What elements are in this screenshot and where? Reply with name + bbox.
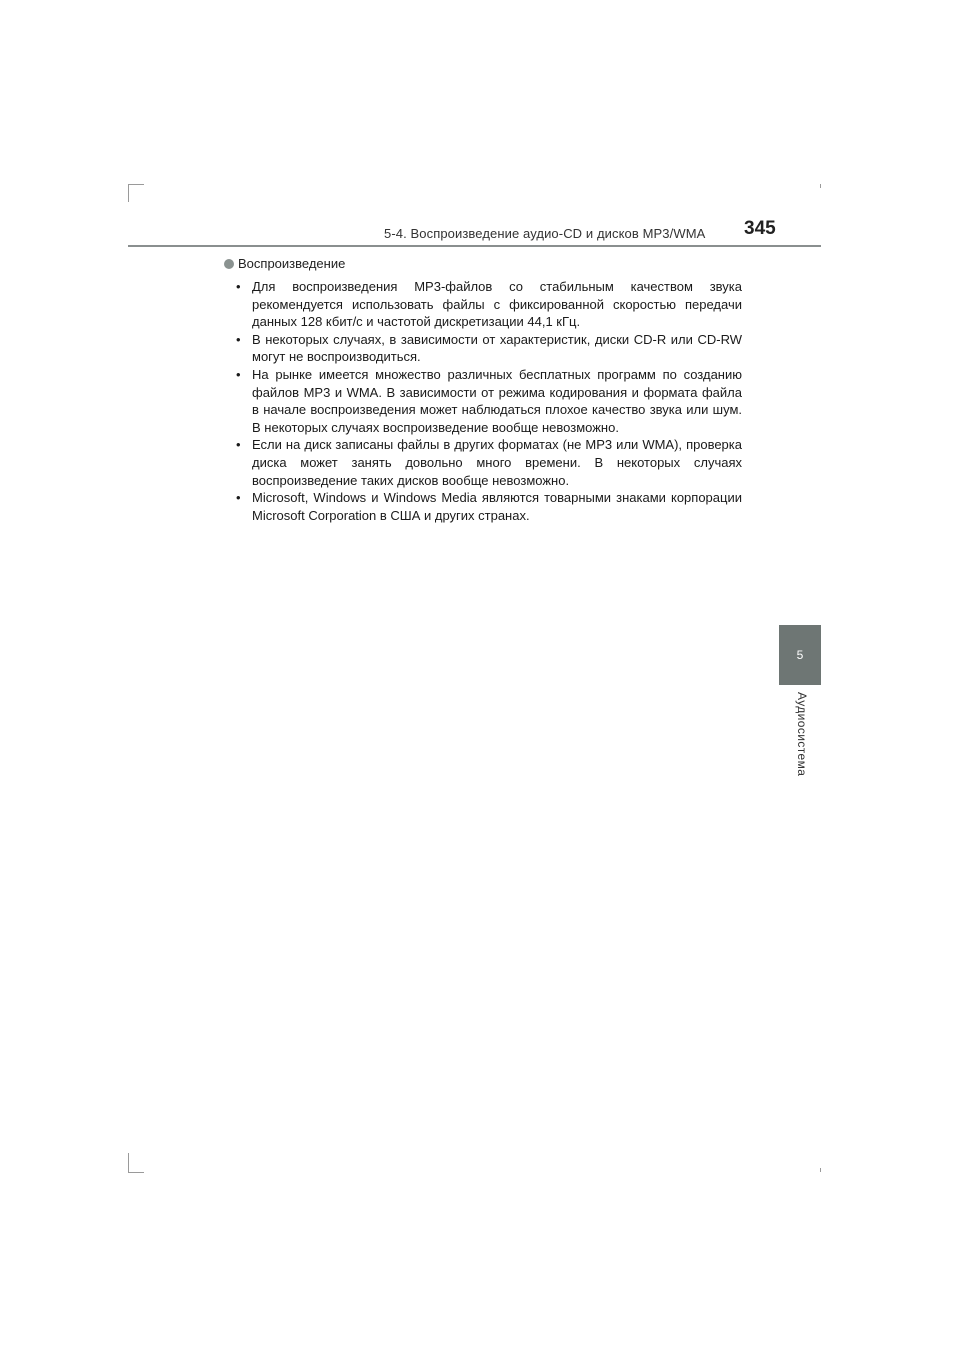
crop-mark-top-left-vertical	[128, 184, 129, 202]
chapter-tab	[779, 625, 821, 685]
chapter-number: 5	[796, 648, 804, 662]
section-heading	[224, 256, 345, 271]
crop-mark-bottom-left-horizontal	[128, 1172, 144, 1173]
list-item-text: В некоторых случаях, в зависимости от характеристик, диски CD-R или CD-RW могут не воспроизводиться.	[252, 331, 742, 365]
header-rule	[128, 245, 821, 247]
list-item-text: Если на диск записаны файлы в других форматах (не MP3 или WMA), проверка диска может занять довольно много времени. В некоторых случаях воспроизведение таких дисков вообще невозможно.	[252, 437, 742, 488]
heading-bullet-icon	[224, 259, 234, 269]
list-item	[236, 366, 742, 436]
bullet-marker: •	[236, 331, 241, 347]
bullet-marker: •	[236, 279, 241, 294]
bullet-marker: •	[236, 366, 241, 382]
bullet-list	[236, 278, 742, 524]
header-title: 5-4. Воспроизведение аудио-CD и дисков MP3/WMA	[384, 226, 706, 241]
chapter-label: Аудиосистема	[795, 692, 809, 777]
list-item	[236, 278, 742, 331]
list-item	[236, 489, 742, 524]
list-item	[236, 331, 742, 366]
bullet-marker: •	[236, 437, 241, 453]
list-item	[236, 436, 742, 489]
list-item-text: На рынке имеется множество различных бесплатных программ по созданию файлов MP3 и WMA. В зависимости от режима кодирования и формата файла в начале воспроизведения может наблюдаться плохое качество звука или шум. В некоторых случаях воспроизведение вообще невозможно.	[252, 366, 742, 435]
list-item-text: Microsoft, Windows и Windows Media являются товарными знаками корпорации Microsoft Corporation в США и других странах.	[252, 490, 742, 523]
crop-mark-bottom-left-vertical	[128, 1153, 129, 1173]
crop-mark-top-right	[820, 184, 821, 188]
crop-mark-top-left-horizontal	[128, 184, 144, 185]
page-number: 345	[744, 218, 776, 239]
bullet-marker: •	[236, 490, 241, 506]
section-heading-text: Воспроизведение	[238, 256, 346, 271]
crop-mark-bottom-right	[820, 1168, 821, 1172]
list-item-text: Для воспроизведения MP3-файлов со стабильным качеством звука рекомендуется использовать файлы с фиксированной скоростью передачи данных 128 кбит/с и частотой дискретизации 44,1 кГц.	[252, 279, 742, 330]
